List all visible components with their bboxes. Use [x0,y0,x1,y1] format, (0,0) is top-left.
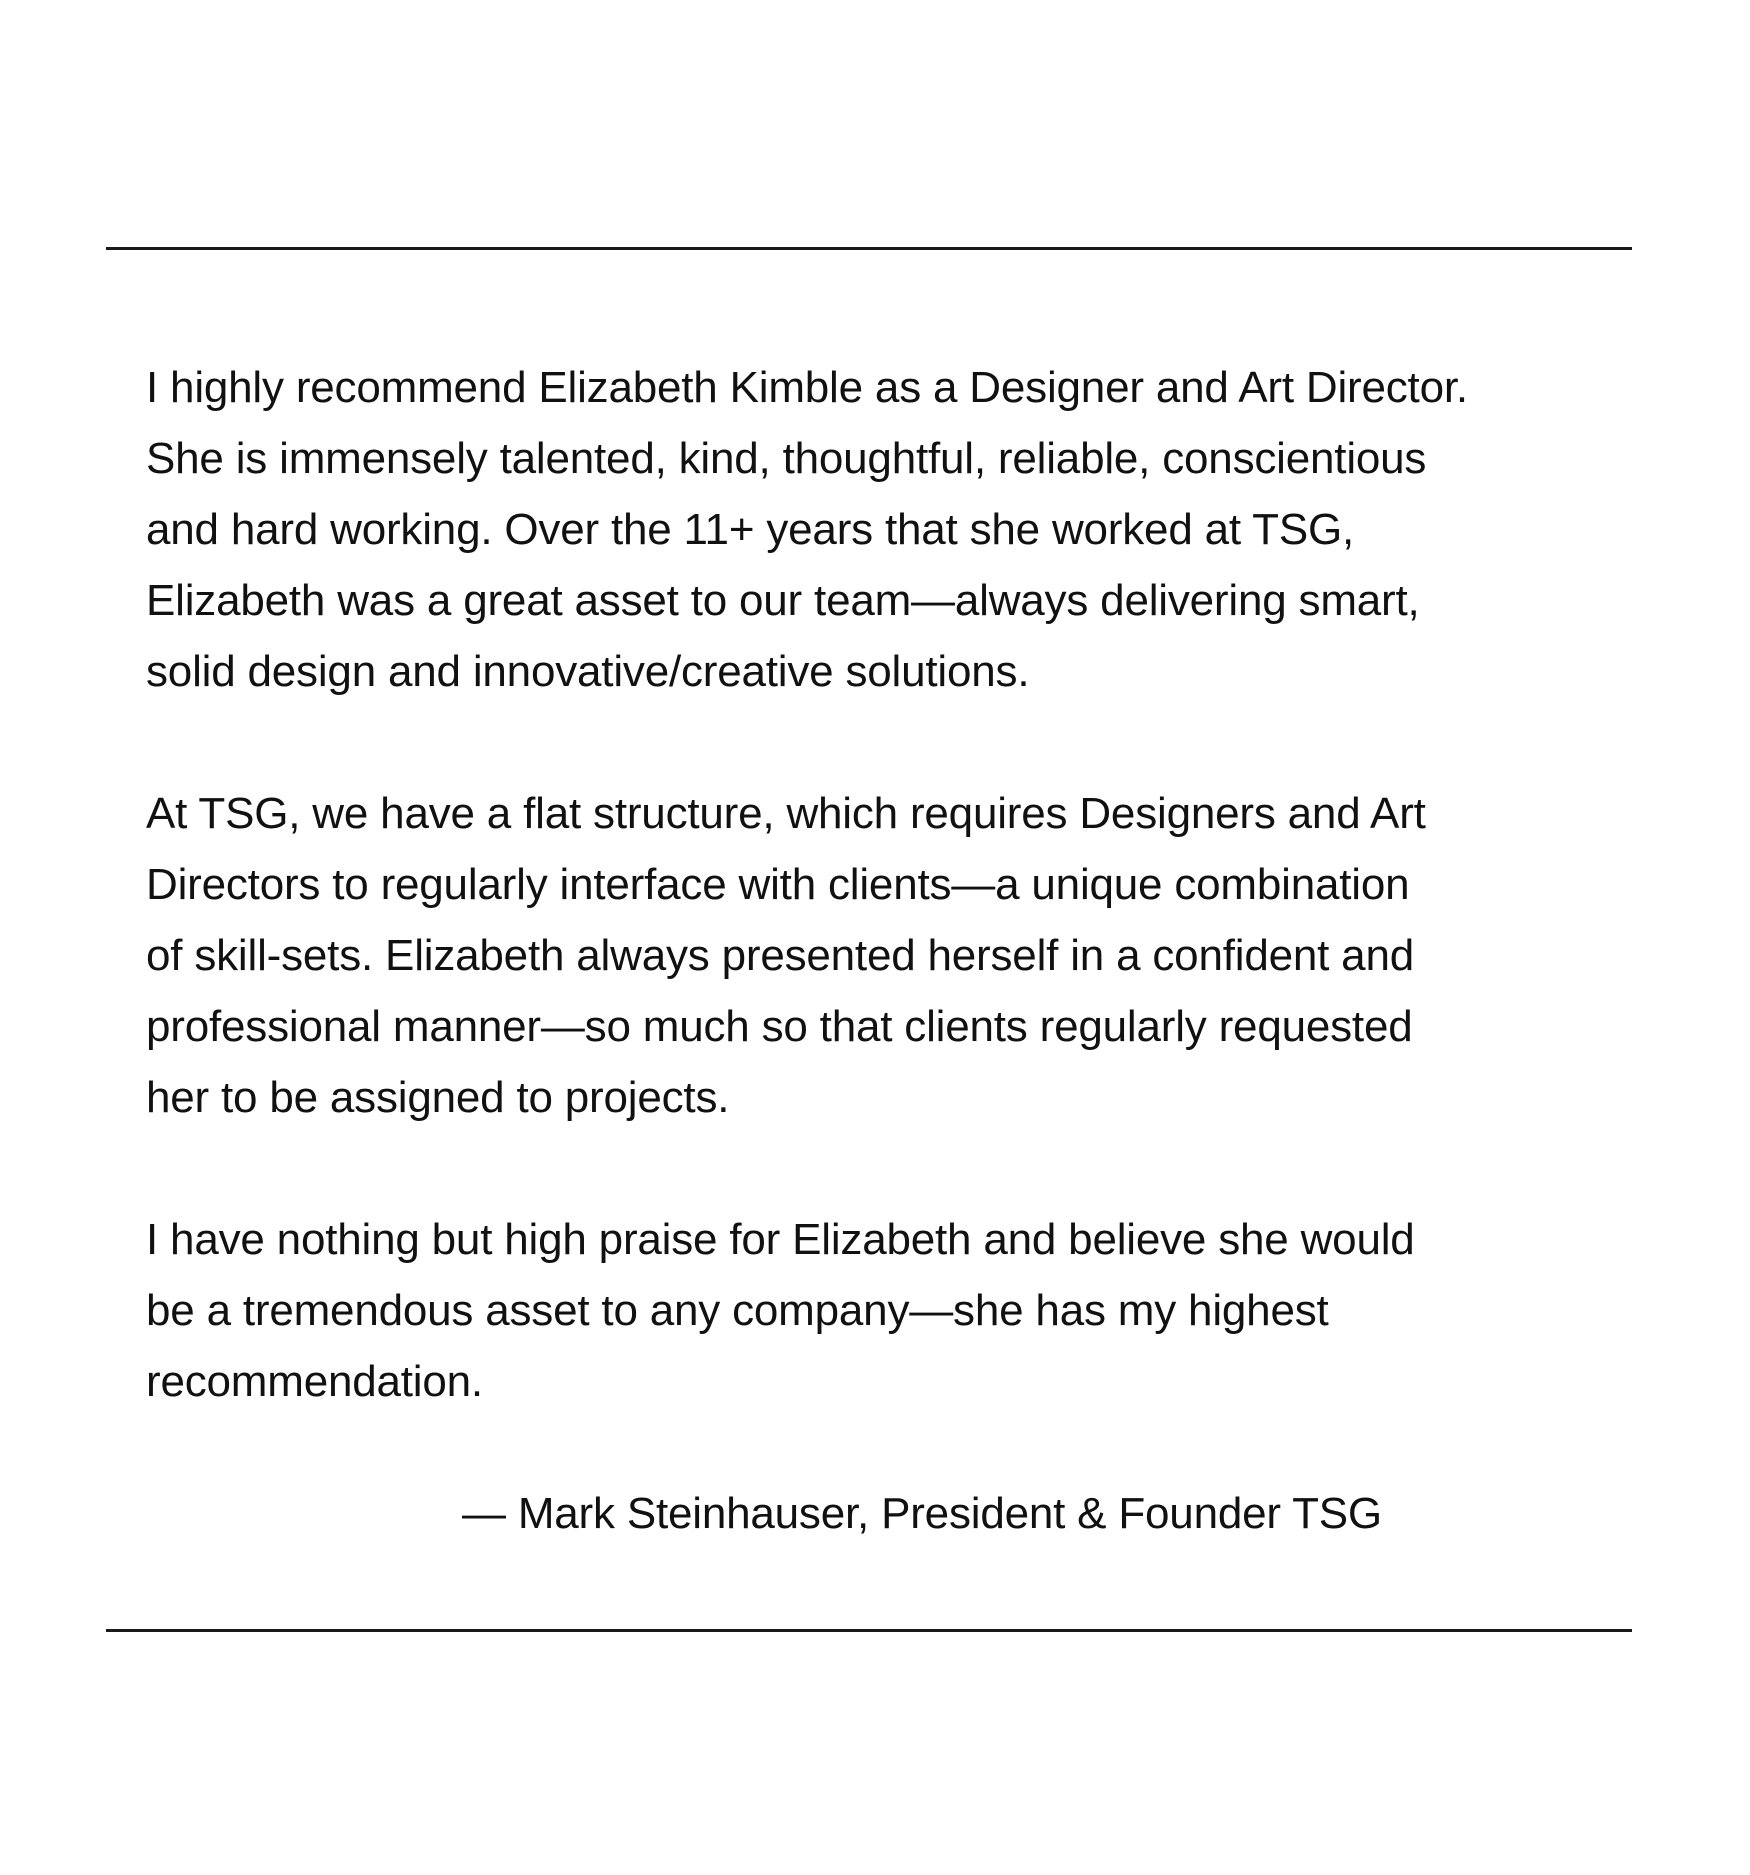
paragraph-1: I highly recommend Elizabeth Kimble as a Designer and Art Director. She is immensely talented, kind, thoughtful, reliable, conscientious and hard working. Over the 11+ years that she worked at TSG, Elizabeth was a great asset to our team—always delivering smart, solid design and innovative/creative solutions. [146,363,1468,696]
signature-line: — Mark Steinhauser, President & Founder TSG [462,1489,1382,1538]
top-divider [106,247,1632,250]
recommendation-letter [146,352,1586,1488]
paragraph-3: I have nothing but high praise for Elizabeth and believe she would be a tremendous asset to any company—she has my highest recommendation. [146,1215,1415,1406]
bottom-divider [106,1629,1632,1632]
paragraph-2: At TSG, we have a flat structure, which requires Designers and Art Directors to regularly interface with clients—a unique combination of skill-sets. Elizabeth always presented herself in a confident and professional manner—so much so that clients regularly requested her to be assigned to projects. [146,789,1426,1122]
